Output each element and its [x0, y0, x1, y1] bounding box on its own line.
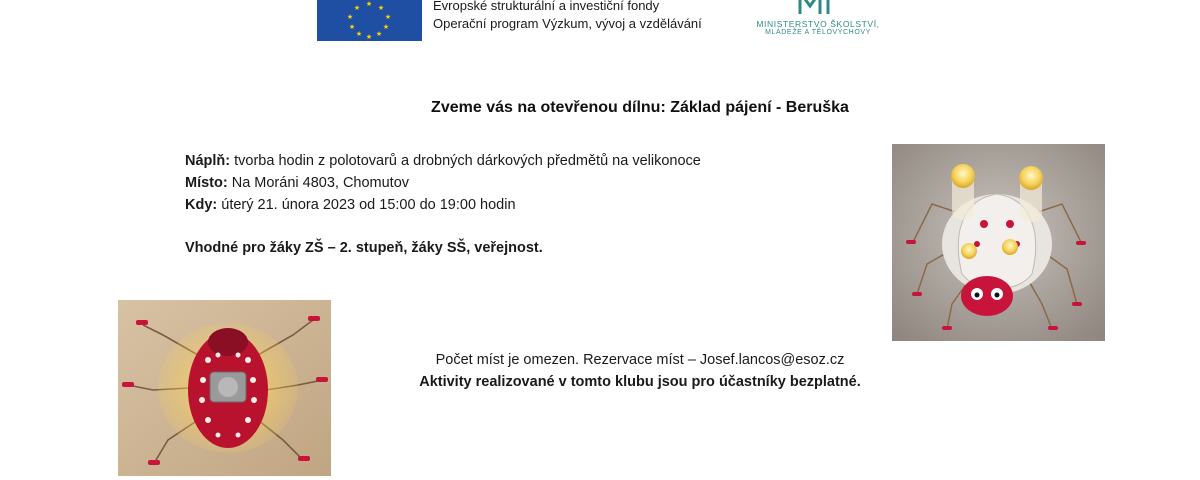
detail-content: [185, 150, 701, 172]
svg-text:★: ★: [353, 4, 361, 12]
content-label: Náplň:: [185, 153, 231, 169]
svg-text:★: ★: [348, 23, 356, 31]
svg-text:★: ★: [384, 13, 392, 21]
place-label: Místo:: [185, 175, 228, 191]
event-details: [185, 150, 701, 216]
detail-when: [185, 194, 701, 216]
svg-text:★: ★: [346, 13, 354, 21]
reservation-info: [0, 352, 1200, 368]
suitable-for: Vhodné pro žáky ZŠ – 2. stupeň, žáky SŠ, veřejnost.: [185, 240, 543, 256]
svg-text:★: ★: [377, 4, 385, 12]
svg-text:★: ★: [365, 33, 373, 41]
place-value: Na Moráni 4803, Chomutov: [227, 175, 410, 191]
svg-text:★: ★: [382, 23, 390, 31]
eu-funds-text: [433, 0, 702, 33]
ministry-logo: [748, 0, 888, 42]
free-activities-note: [0, 374, 1200, 390]
svg-text:★: ★: [365, 0, 373, 8]
eu-text-line2: Operační program Výzkum, vývoj a vzdělávání: [433, 16, 702, 31]
eu-flag-logo: [317, 0, 422, 41]
ministry-mark-icon: [796, 0, 840, 16]
content-value: tvorba hodin z polotovarů a drobných dárkových předmětů na velikonoce: [230, 153, 701, 169]
ministry-line2: MLÁDEŽE A TĚLOVÝCHOVY: [765, 29, 871, 36]
free-note-text: Aktivity realizované v tomto klubu jsou pro účastníky bezplatné.: [419, 374, 861, 390]
ladybug-3d-photo: [892, 144, 1105, 341]
eu-text-line1: Evropské strukturální a investiční fondy: [433, 0, 660, 13]
ministry-line1: MINISTERSTVO ŠKOLSTVÍ,: [756, 19, 880, 29]
svg-text:★: ★: [355, 30, 363, 38]
when-value: úterý 21. února 2023 od 15:00 do 19:00 hodin: [217, 197, 516, 213]
when-label: Kdy:: [185, 197, 218, 213]
detail-place: [185, 172, 701, 194]
title-text: Zveme vás na otevřenou dílnu: Základ pájení - Beruška: [431, 99, 849, 116]
reservation-text: Počet míst je omezen. Rezervace míst – Josef.lancos@esoz.cz: [435, 352, 845, 368]
page-title: [0, 99, 1200, 117]
svg-text:★: ★: [375, 30, 383, 38]
